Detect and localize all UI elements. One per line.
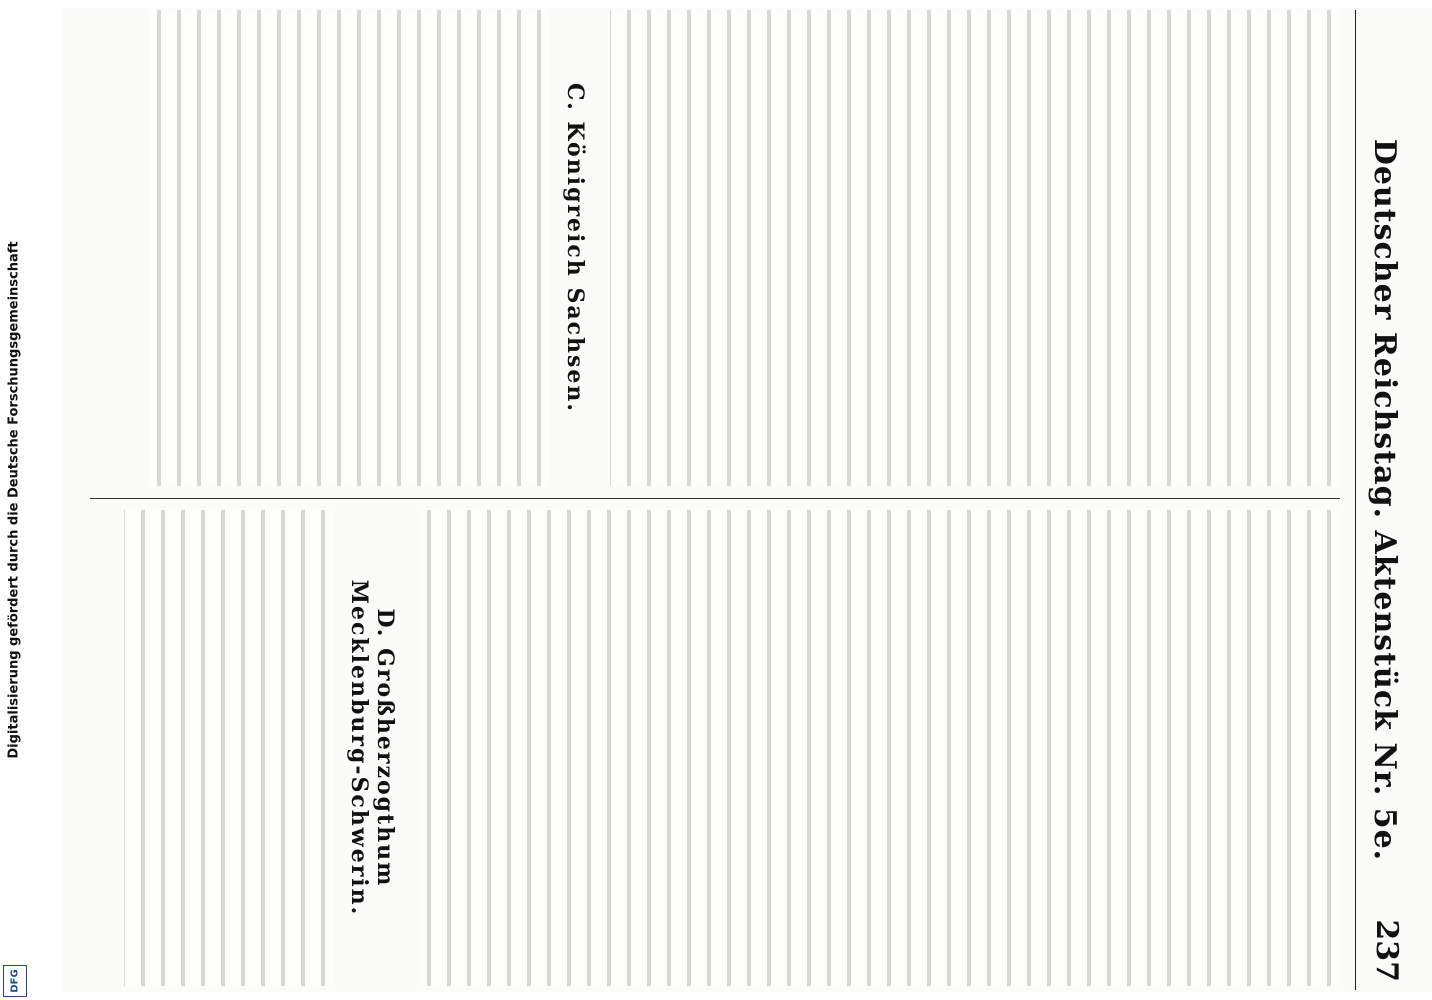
right-column — [90, 510, 1340, 986]
body-text-block — [150, 10, 550, 486]
left-column — [90, 10, 1340, 486]
digitization-sidebar — [0, 0, 28, 1000]
body-text-block — [820, 10, 1340, 486]
body-text-block — [610, 10, 820, 486]
running-title: Deutscher Reichstag. Aktenstück Nr. 5e. — [1367, 138, 1402, 862]
dfg-logo-icon — [3, 965, 27, 997]
column-divider — [90, 498, 1340, 499]
scanned-page — [62, 8, 1432, 992]
header-rule — [1355, 10, 1356, 990]
body-text-block — [420, 510, 820, 986]
dfg-logo-text: DFG — [9, 969, 21, 993]
body-text-block — [124, 510, 334, 986]
digitization-credit: Digitalisierung gefördert durch die Deutsche Forschungsgemeinschaft — [6, 241, 22, 759]
section-heading-d: D. Großherzogthum Mecklenburg-Schwerin. — [346, 579, 398, 917]
rotated-page-content — [82, 10, 1412, 990]
page-header — [1348, 10, 1412, 990]
body-text-block — [820, 510, 1340, 986]
page-number: 237 — [1369, 919, 1404, 982]
section-heading-c: C. Königreich Sachsen. — [562, 82, 588, 414]
